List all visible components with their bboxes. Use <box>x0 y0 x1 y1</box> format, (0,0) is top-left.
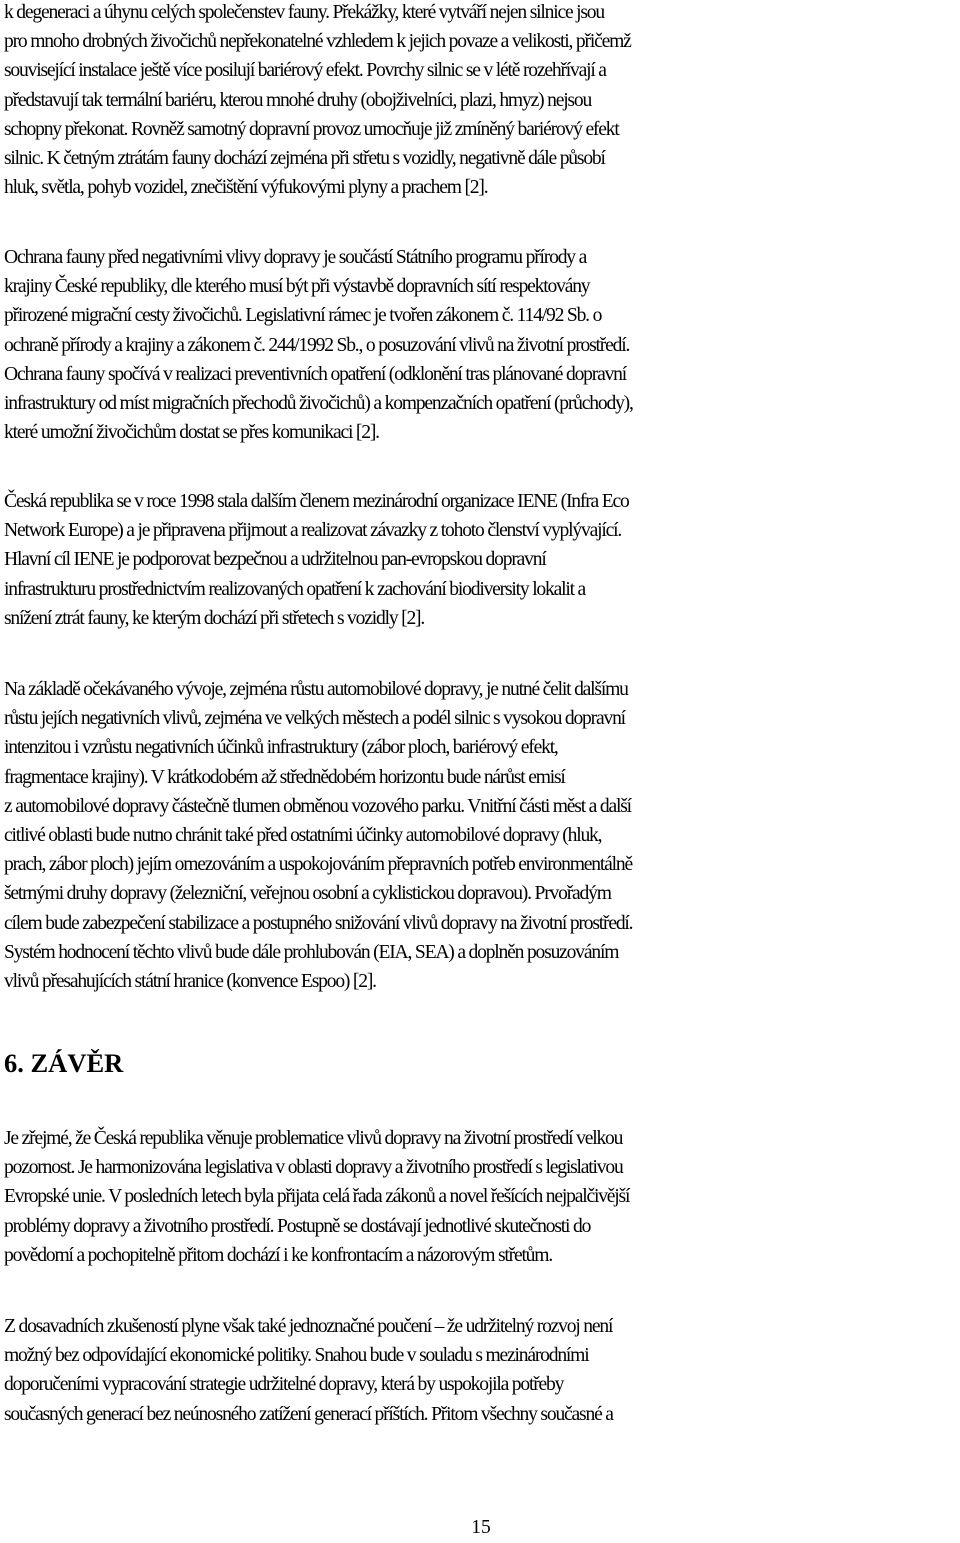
text-line: prach, zábor ploch) jejím omezováním a uspokojováním přepravních potřeb environmentálně <box>4 854 632 876</box>
paragraph-fauna-protection <box>4 243 958 447</box>
text-line: pro mnoho drobných živočichů nepřekonatelné vzhledem k jejich povaze a velikosti, přičemž <box>4 31 631 53</box>
text-line: povědomí a pochopitelně přitom dochází i ke konfrontacím a názorovým střetům. <box>4 1244 553 1266</box>
page-number: 15 <box>471 1517 491 1538</box>
text-line: Network Europe) a je připravena přijmout a realizovat závazky z tohoto členství vyplývající. <box>4 520 622 542</box>
text-line: Ochrana fauny spočívá v realizaci preventivních opatření (odklonění tras plánované dopravní <box>4 363 627 385</box>
text-line: Ochrana fauny před negativními vlivy dopravy je součástí Státního programu přírody a <box>4 247 587 268</box>
document-page <box>4 0 958 1543</box>
text-line: silnic. K četným ztrátám fauny dochází zejména při střetu s vozidly, negativně dále působí <box>4 148 605 170</box>
text-line: představují tak termální bariéru, kterou mnohé druhy (obojživelníci, plazi, hmyz) nejsou <box>4 89 592 111</box>
text-line: možný bez odpovídající ekonomické politiky. Snahou bude v souladu s mezinárodními <box>4 1345 589 1367</box>
text-line: fragmentace krajiny). V krátkodobém až střednědobém horizontu bude nárůst emisí <box>4 766 565 788</box>
text-line: krajiny České republiky, dle kterého musí být při výstavbě dopravních sítí respektovány <box>4 276 590 298</box>
paragraph-future-development <box>4 675 958 996</box>
text-line: Je zřejmé, že Česká republika věnuje problematice vlivů dopravy na životní prostředí velkou <box>4 1128 623 1149</box>
text-line: Hlavní cíl IENE je podporovat bezpečnou a udržitelnou pan-evropskou dopravní <box>4 549 546 571</box>
text-line: šetrnými druhy dopravy (železniční, veřejnou osobní a cyklistickou dopravou). Prvořadým <box>4 883 611 905</box>
text-line: problémy dopravy a životního prostředí. Postupně se dostávají jednotlivé skutečnosti do <box>4 1215 591 1237</box>
text-line: snížení ztrát fauny, ke kterým dochází při střetech s vozidly [2]. <box>4 607 425 629</box>
text-line: růstu jejích negativních vlivů, zejména ve velkých městech a podél silnic s vysokou dopravní <box>4 708 625 730</box>
text-line: intenzitou i vzrůstu negativních účinků infrastruktury (zábor ploch, bariérový efekt, <box>4 737 558 759</box>
text-line: přirozené migrační cesty živočichů. Legislativní rámec je tvořen zákonem č. 114/92 Sb. o <box>4 305 602 327</box>
text-line: citlivé oblasti bude nutno chránit také před ostatními účinky automobilové dopravy (hluk, <box>4 825 602 847</box>
text-line: doporučeními vypracování strategie udržitelné dopravy, která by uspokojila potřeby <box>4 1374 564 1396</box>
paragraph-conclusion-2 <box>4 1312 958 1429</box>
text-line: vlivů přesahujících státní hranice (konvence Espoo) [2]. <box>4 971 376 993</box>
text-line: k degeneraci a úhynu celých společenstev fauny. Překážky, které vytváří nejen silnice jsou <box>4 2 605 23</box>
text-line: Evropské unie. V posledních letech byla přijata celá řada zákonů a novel řešících nejpalčivější <box>4 1186 630 1208</box>
text-line: současných generací bez neúnosného zatížení generací příštích. Přitom všechny současné a <box>4 1403 613 1425</box>
text-line: infrastruktury od míst migračních přechodů živočichů) a kompenzačních opatření (průchody), <box>4 393 633 415</box>
paragraph-conclusion-1 <box>4 1124 958 1270</box>
text-line: cílem bude zabezpečení stabilizace a postupného snižování vlivů dopravy na životní prostředí. <box>4 912 633 934</box>
text-line: infrastrukturu prostřednictvím realizovaných opatření k zachování biodiversity lokalit a <box>4 578 586 600</box>
text-line: Česká republika se v roce 1998 stala dalším členem mezinárodní organizace IENE (Infra Eco <box>4 491 629 512</box>
text-line: z automobilové dopravy částečně tlumen obměnou vozového parku. Vnitřní části měst a další <box>4 795 631 817</box>
text-line: pozornost. Je harmonizována legislativa v oblasti dopravy a životního prostředí s legislativou <box>4 1157 623 1179</box>
section-heading: 6. ZÁVĚR <box>4 1048 124 1078</box>
paragraph-fauna-barriers <box>4 0 958 202</box>
text-line: hluk, světla, pohyb vozidel, znečištění výfukovými plyny a prachem [2]. <box>4 177 488 199</box>
text-line: Na základě očekávaného vývoje, zejména růstu automobilové dopravy, je nutné čelit dalšímu <box>4 679 628 700</box>
text-line: související instalace ještě více posilují bariérový efekt. Povrchy silnic se v létě rozehřívají a <box>4 60 606 82</box>
text-line: Systém hodnocení těchto vlivů bude dále prohlubován (EIA, SEA) a doplněn posuzováním <box>4 941 619 963</box>
paragraph-iene <box>4 487 958 633</box>
text-line: ochraně přírody a krajiny a zákonem č. 244/1992 Sb., o posuzování vlivů na životní prostředí. <box>4 334 630 356</box>
text-line: Z dosavadních zkušeností plyne však také jednoznačné poučení – že udržitelný rozvoj není <box>4 1316 613 1337</box>
text-line: schopny překonat. Rovněž samotný dopravní provoz umocňuje již zmíněný bariérový efekt <box>4 118 619 140</box>
text-line: které umožní živočichům dostat se přes komunikaci [2]. <box>4 422 379 444</box>
